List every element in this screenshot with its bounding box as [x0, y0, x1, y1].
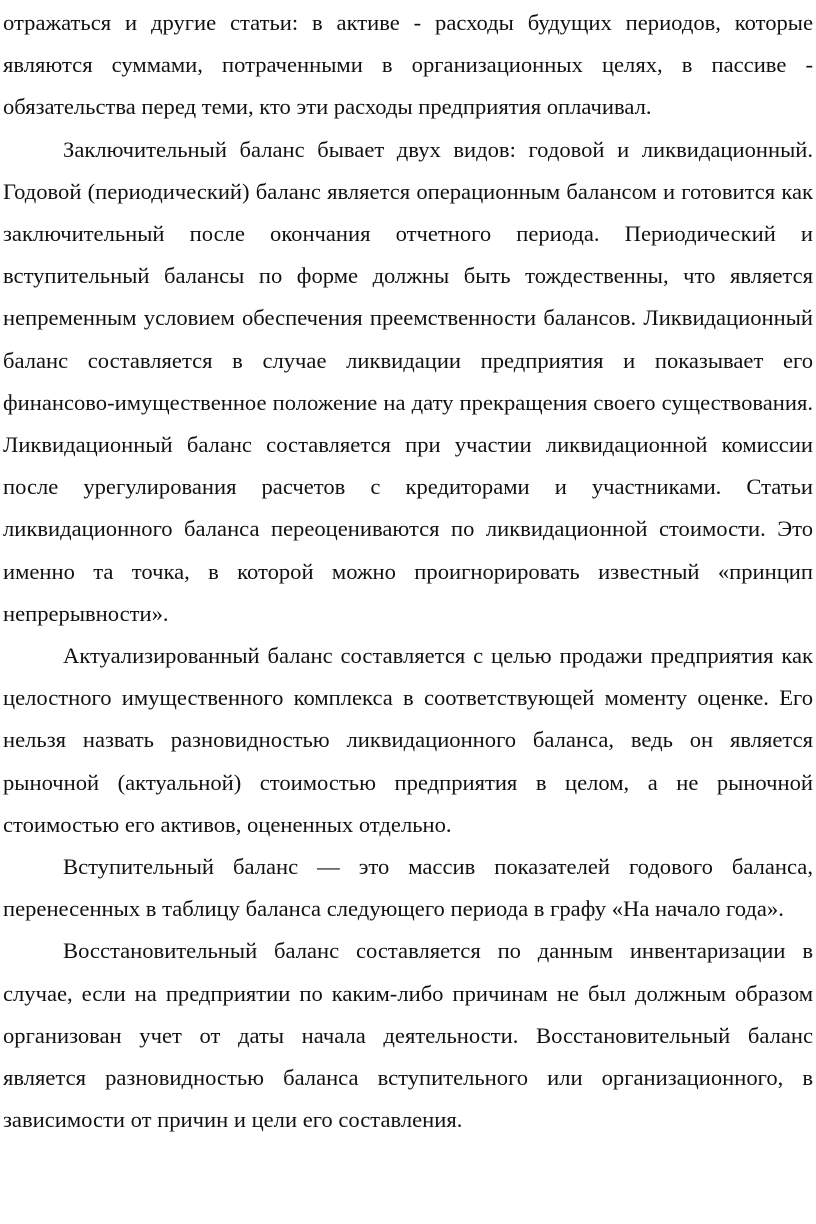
- paragraph-actualized-balance: Актуализированный баланс составляется с целью продажи предприятия как целостного имущественного комплекса в соответствующей моменту оценке. Его нельзя назвать разновидностью ликвидационного баланса, ведь он является рыночной (актуальной) стоимостью предприятия в целом, а не рыночной стоимостью его активов, оцененных отдельно.: [3, 643, 813, 837]
- paragraph-restoration-balance: Восстановительный баланс составляется по данным инвентаризации в случае, если на предприятии по каким-либо причинам не был должным образом организован учет от даты начала деятельности. Восстановительный баланс является разновидностью баланса вступительного или организационного, в зависимости от причин и цели его составления.: [3, 938, 813, 1133]
- paragraph-continued: отражаться и другие статьи: в активе - расходы будущих периодов, которые являются суммами, потраченными в организационных целях, в пассиве - обязательства перед теми, кто эти расходы предприятия оплачивал.: [3, 10, 813, 120]
- paragraph-opening-balance: Вступительный баланс — это массив показателей годового баланса, перенесенных в таблицу баланса следующего периода в графу «На начало года».: [3, 854, 813, 922]
- paragraph-final-balance-types: Заключительный баланс бывает двух видов: годовой и ликвидационный. Годовой (периодический) баланс является операционным балансом и готовится как заключительный после окончания отчетного периода. Периодический и вступительный балансы по форме должны быть тождественны, что является непременным условием обеспечения преемственности балансов. Ликвидационный баланс составляется в случае ликвидации предприятия и показывает его финансово-имущественное положение на дату прекращения своего существования. Ликвидационный баланс составляется при участии ликвидационной комиссии после урегулирования расчетов с кредиторами и участниками. Статьи ликвидационного баланса переоцениваются по ликвидационной стоимости. Это именно та точка, в которой можно проигнорировать известный «принцип непрерывности».: [3, 136, 813, 626]
